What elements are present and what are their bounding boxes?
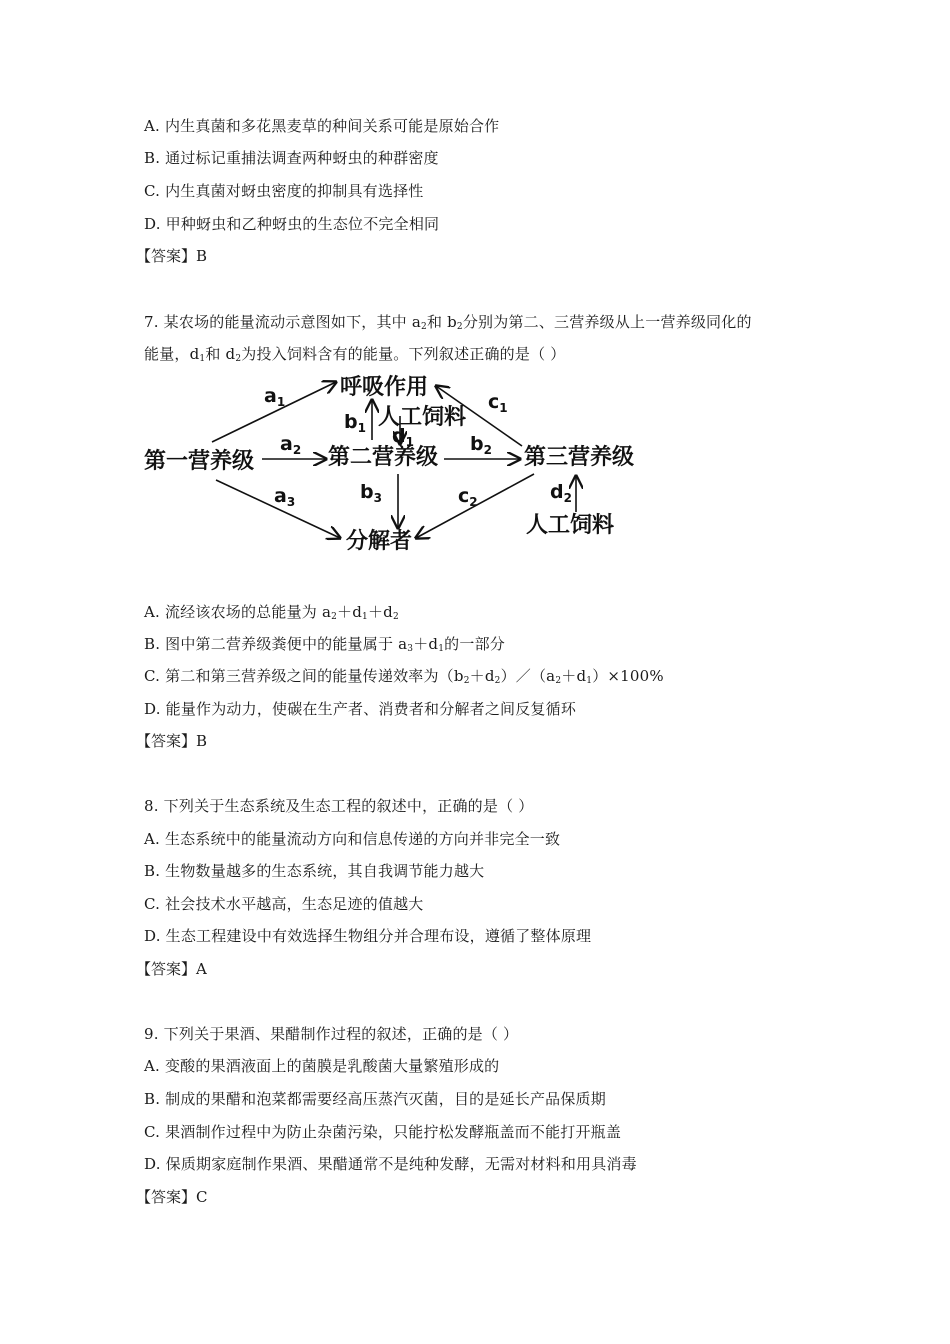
node-respiration: 呼吸作用 — [340, 375, 429, 400]
label-d2: $d_2$ — [550, 481, 572, 505]
q6-option-a: A. 内生真菌和多花黑麦草的种间关系可能是原始合作 — [144, 117, 500, 135]
q8-option-a: A. 生态系统中的能量流动方向和信息传递的方向并非完全一致 — [144, 830, 561, 848]
q6-option-d: D. 甲种蚜虫和乙种蚜虫的生态位不完全相同 — [144, 215, 440, 233]
q9-stem: 9. 下列关于果酒、果醋制作过程的叙述，正确的是（ ） — [144, 1025, 519, 1043]
q7-option-a: A. 流经该农场的总能量为 $a_2+d_1+d_2$ — [144, 603, 399, 622]
q8-option-c: C. 社会技术水平越高，生态足迹的值越大 — [144, 895, 424, 913]
node-third-level: 第三营养级 — [524, 445, 635, 470]
q6-option-c: C. 内生真菌对蚜虫密度的抑制具有选择性 — [144, 182, 424, 200]
q9-option-c: C. 果酒制作过程中为防止杂菌污染，只能拧松发酵瓶盖而不能打开瓶盖 — [144, 1123, 622, 1141]
label-b2: $b_2$ — [470, 433, 492, 457]
node-second-level: 第二营养级 — [328, 445, 439, 470]
label-a2: $a_2$ — [280, 433, 302, 457]
label-c2: $c_2$ — [458, 485, 478, 509]
label-b1: $b_1$ — [344, 411, 366, 435]
label-b3: $b_3$ — [360, 481, 382, 505]
q9-option-b: B. 制成的果醋和泡菜都需要经高压蒸汽灭菌，目的是延长产品保质期 — [144, 1090, 606, 1108]
node-artificial-feed-2: 人工饲料 — [526, 513, 615, 538]
q9-answer: 【答案】C — [136, 1188, 208, 1206]
q7-stem-line2: 能量，$d_1$和 $d_2$为投入饲料含有的能量。下列叙述正确的是（ ） — [144, 345, 566, 364]
q7-stem-line1: 7. 某农场的能量流动示意图如下，其中 $a_2$和 $b_2$分别为第二、三营养级从上一营养级同化的 — [144, 313, 752, 332]
energy-flow-diagram — [140, 372, 660, 562]
q8-option-d: D. 生态工程建设中有效选择生物组分并合理布设，遵循了整体原理 — [144, 927, 592, 945]
label-c1: $c_1$ — [488, 391, 508, 415]
q8-stem: 8. 下列关于生态系统及生态工程的叙述中，正确的是（ ） — [144, 797, 534, 815]
q6-option-b: B. 通过标记重捕法调查两种蚜虫的种群密度 — [144, 149, 439, 167]
q6-answer: 【答案】B — [136, 247, 208, 265]
label-a3: $a_3$ — [274, 485, 296, 509]
node-decomposer: 分解者 — [346, 529, 413, 554]
q7-option-c: C. 第二和第三营养级之间的能量传递效率为$(b_2+d_2)/(a_2+d_1)\times 100\%$ — [144, 667, 664, 686]
q7-option-b: B. 图中第二营养级粪便中的能量属于 $a_3+d_1$的一部分 — [144, 635, 505, 654]
label-a1: $a_1$ — [264, 385, 286, 409]
q8-answer: 【答案】A — [136, 960, 207, 978]
q7-answer: 【答案】B — [136, 732, 208, 750]
label-d1: $d_1$ — [392, 425, 414, 449]
node-artificial-feed-1: 人工饲料 — [378, 405, 467, 430]
q9-option-d: D. 保质期家庭制作果酒、果醋通常不是纯种发酵，无需对材料和用具消毒 — [144, 1155, 637, 1173]
q8-option-b: B. 生物数量越多的生态系统，其自我调节能力越大 — [144, 862, 485, 880]
q9-option-a: A. 变酸的果酒液面上的菌膜是乳酸菌大量繁殖形成的 — [144, 1057, 500, 1075]
node-first-level: 第一营养级 — [144, 449, 255, 474]
q7-option-d: D. 能量作为动力，使碳在生产者、消费者和分解者之间反复循环 — [144, 700, 577, 718]
